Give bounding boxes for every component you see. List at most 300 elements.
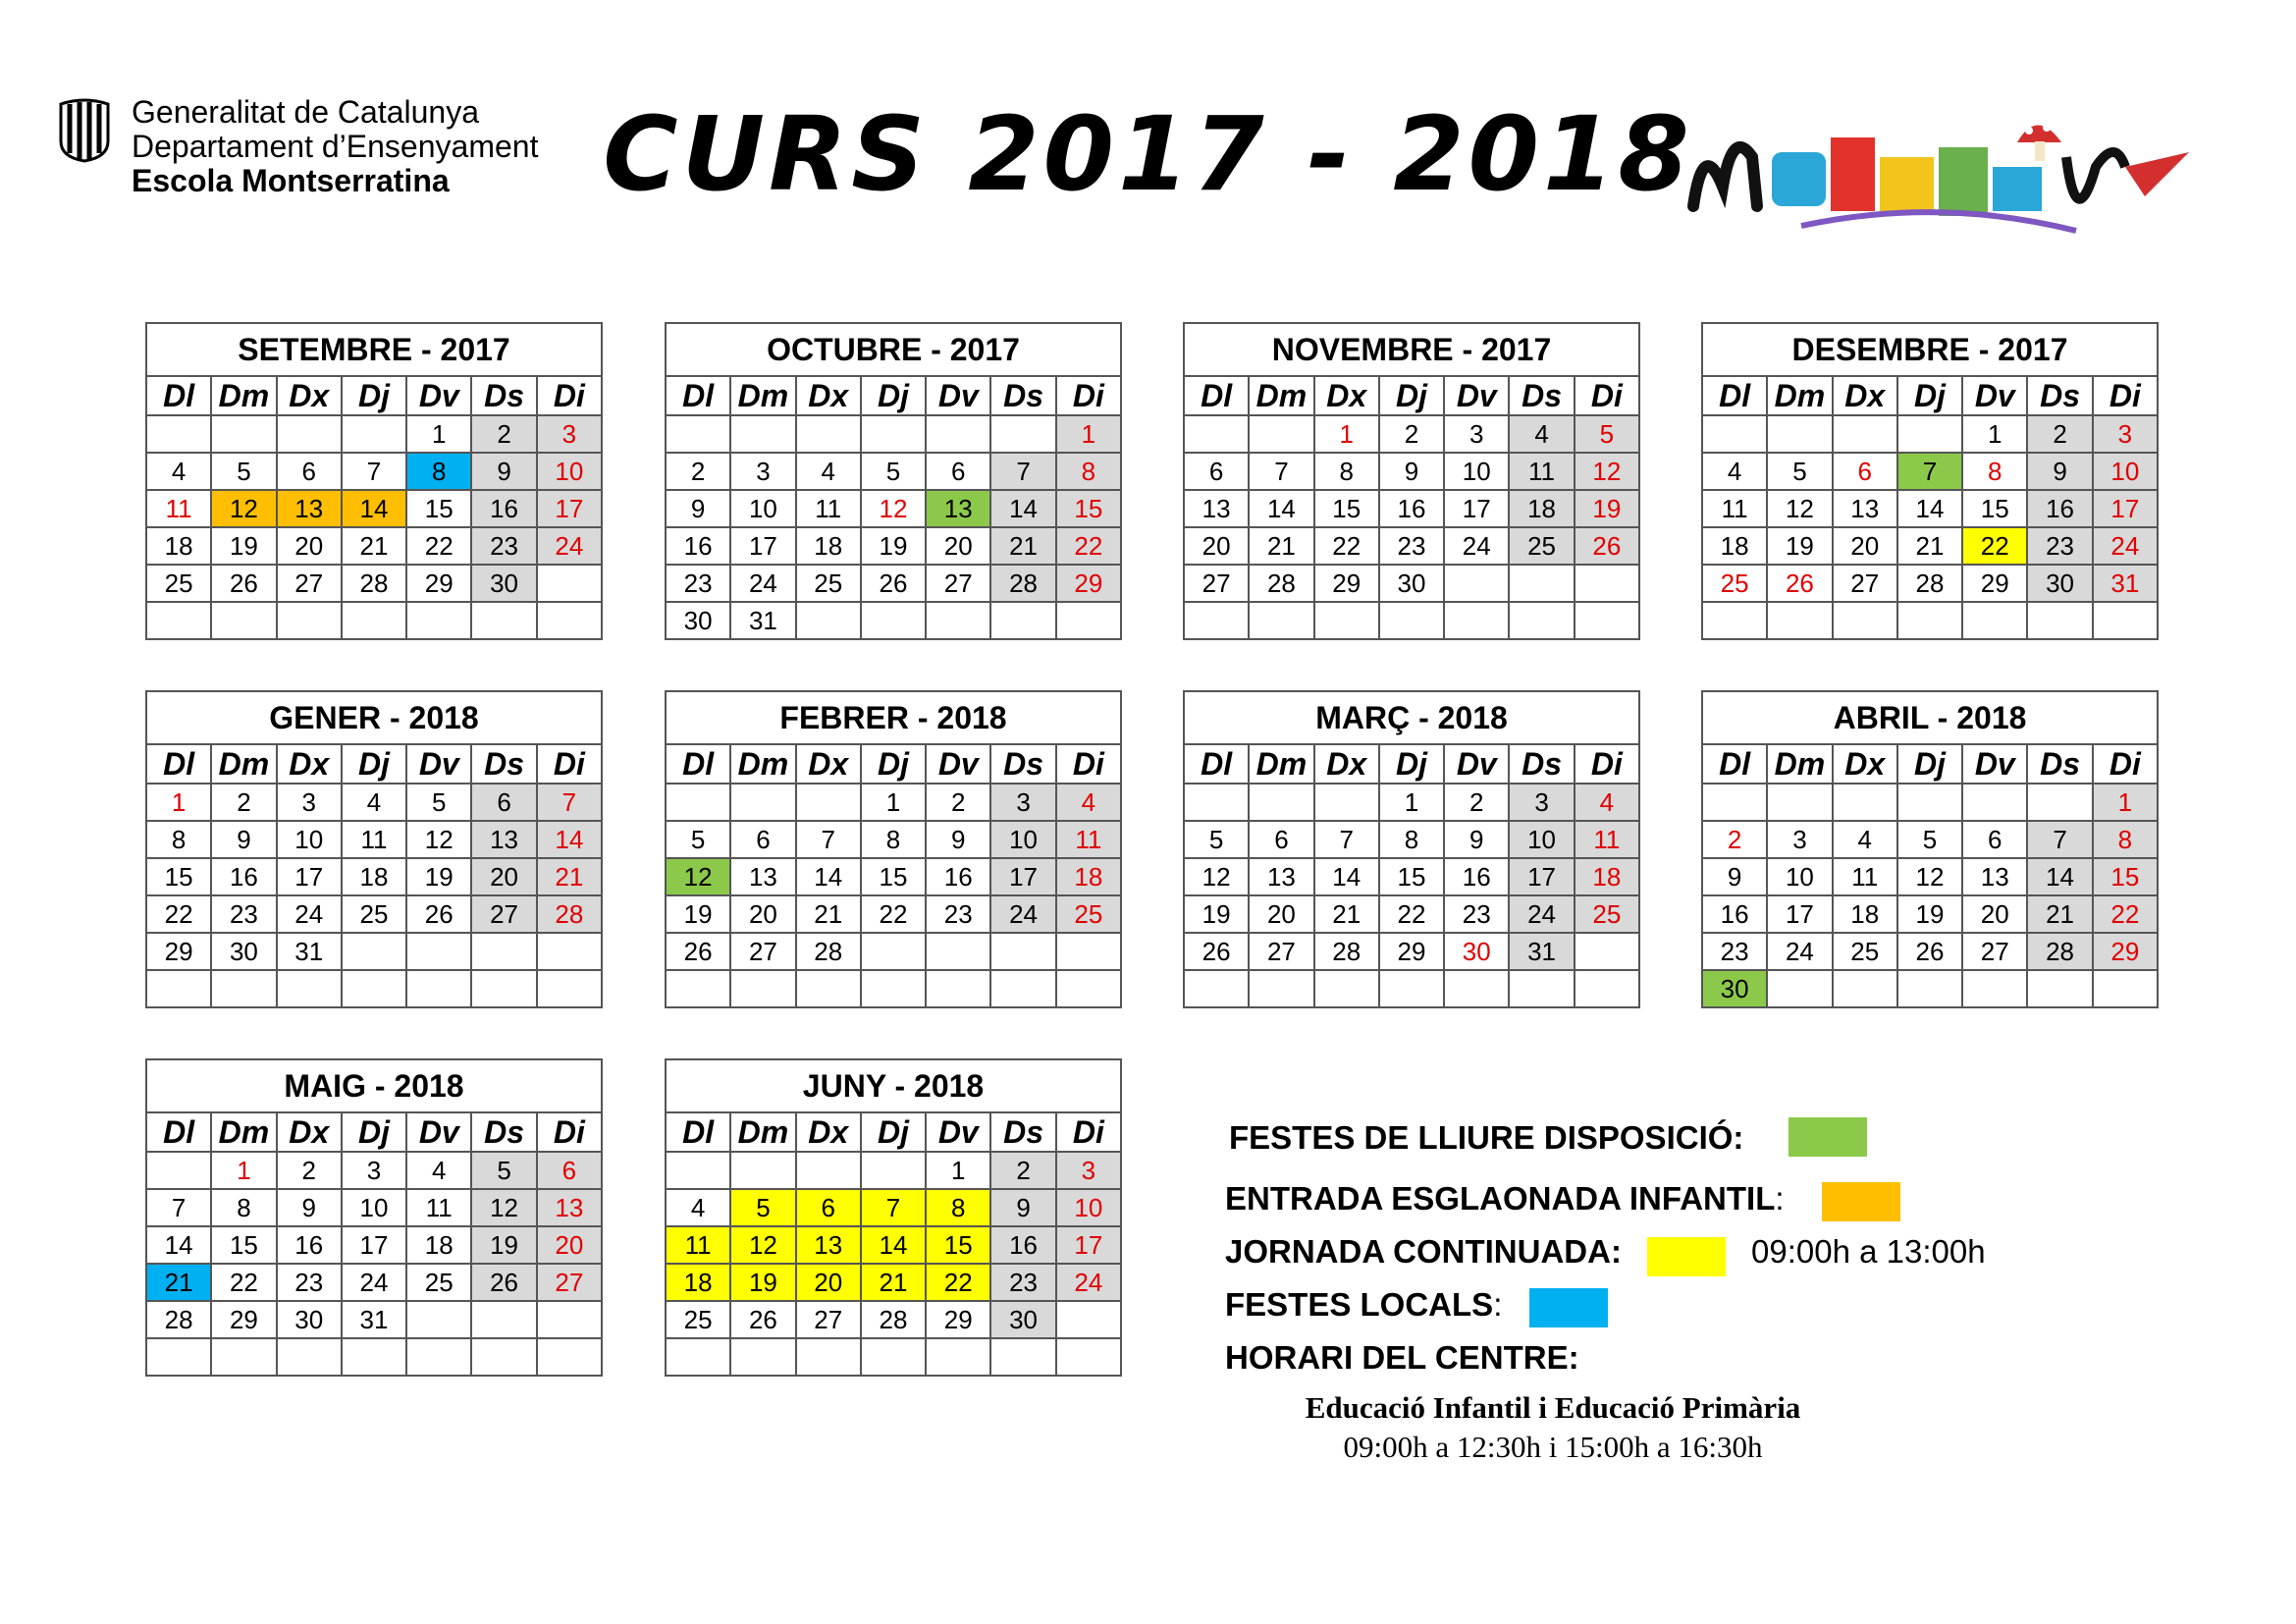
calendar-day: 27 xyxy=(926,565,990,602)
weekday-header: Dl xyxy=(146,744,211,784)
calendar-day: 15 xyxy=(1962,490,2027,527)
calendar-empty-cell xyxy=(796,1152,861,1189)
calendar-empty-cell xyxy=(1767,784,1832,821)
calendar-day: 12 xyxy=(471,1189,536,1226)
calendar-day: 1 xyxy=(926,1152,990,1189)
legend-lliure-label: FESTES DE LLIURE DISPOSICIÓ: xyxy=(1229,1119,1744,1156)
calendar-day: 16 xyxy=(666,527,730,565)
calendar-day: 17 xyxy=(537,490,602,527)
calendar-day: 12 xyxy=(406,821,471,858)
calendar-day: 25 xyxy=(796,565,861,602)
calendar-day: 28 xyxy=(146,1301,211,1338)
weekday-header: Dx xyxy=(277,744,342,784)
calendar-day: 3 xyxy=(1509,784,1574,821)
calendar-day: 9 xyxy=(666,490,730,527)
month-title: GENER - 2018 xyxy=(146,691,602,744)
calendar-empty-cell xyxy=(1702,602,1767,639)
legend-entrada-label xyxy=(1225,1180,1785,1218)
calendar-day: 20 xyxy=(926,527,990,565)
month-calendar xyxy=(665,690,1122,1008)
calendar-day: 3 xyxy=(1444,415,1509,453)
calendar-empty-cell xyxy=(926,602,990,639)
calendar-day: 2 xyxy=(926,784,990,821)
month-title: FEBRER - 2018 xyxy=(666,691,1121,744)
calendar-day: 31 xyxy=(277,933,342,970)
calendar-day: 3 xyxy=(342,1152,406,1189)
calendar-day: 5 xyxy=(730,1189,795,1226)
month-calendar xyxy=(665,322,1122,640)
calendar-day: 2 xyxy=(1702,821,1767,858)
calendar-day: 18 xyxy=(1702,527,1767,565)
calendar-day: 2 xyxy=(277,1152,342,1189)
calendar-empty-cell xyxy=(471,933,536,970)
month-calendar xyxy=(145,1058,603,1377)
calendar-empty-cell xyxy=(990,415,1055,453)
calendar-empty-cell xyxy=(277,602,342,639)
weekday-header: Dm xyxy=(1767,376,1832,415)
calendar-day: 30 xyxy=(1379,565,1444,602)
calendar-day: 1 xyxy=(406,415,471,453)
calendar-empty-cell xyxy=(1833,602,1897,639)
calendar-day: 22 xyxy=(1962,527,2027,565)
calendar-day: 12 xyxy=(211,490,276,527)
calendar-day: 18 xyxy=(666,1264,730,1301)
calendar-day: 4 xyxy=(796,453,861,490)
calendar-day: 4 xyxy=(1833,821,1897,858)
calendar-day: 20 xyxy=(730,895,795,933)
calendar-day: 17 xyxy=(1509,858,1574,895)
calendar-empty-cell xyxy=(1962,970,2027,1007)
calendar-day: 27 xyxy=(796,1301,861,1338)
calendar-day: 9 xyxy=(211,821,276,858)
calendar-day: 23 xyxy=(666,565,730,602)
calendar-day: 8 xyxy=(1056,453,1121,490)
weekday-header: Di xyxy=(1056,744,1121,784)
calendar-day: 22 xyxy=(211,1264,276,1301)
calendar-day: 17 xyxy=(1056,1226,1121,1264)
calendar-day: 7 xyxy=(146,1189,211,1226)
calendar-empty-cell xyxy=(1509,565,1574,602)
calendar-day: 26 xyxy=(1184,933,1249,970)
month-title: OCTUBRE - 2017 xyxy=(666,323,1121,376)
calendar-day: 6 xyxy=(537,1152,602,1189)
calendar-empty-cell xyxy=(1314,602,1379,639)
calendar-day: 20 xyxy=(1184,527,1249,565)
calendar-empty-cell xyxy=(1444,970,1509,1007)
calendar-empty-cell xyxy=(1509,602,1574,639)
calendar-day: 5 xyxy=(861,453,926,490)
calendar-day: 5 xyxy=(471,1152,536,1189)
legend-entrada-colon: : xyxy=(1775,1180,1785,1217)
weekday-header: Dj xyxy=(861,744,926,784)
calendar-empty-cell xyxy=(211,1338,276,1376)
weekday-header: Ds xyxy=(1509,376,1574,415)
calendar-day: 3 xyxy=(277,784,342,821)
weekday-header: Dv xyxy=(926,376,990,415)
calendar-day: 5 xyxy=(1184,821,1249,858)
calendar-day: 5 xyxy=(211,453,276,490)
calendar-empty-cell xyxy=(730,415,795,453)
calendar-empty-cell xyxy=(1249,415,1313,453)
calendar-day: 25 xyxy=(1509,527,1574,565)
calendar-empty-cell xyxy=(1767,970,1832,1007)
weekday-header: Dl xyxy=(666,744,730,784)
calendar-empty-cell xyxy=(1509,970,1574,1007)
calendar-empty-cell xyxy=(1575,970,1639,1007)
calendar-day: 28 xyxy=(990,565,1055,602)
calendar-empty-cell xyxy=(666,784,730,821)
calendar-day: 6 xyxy=(730,821,795,858)
calendar-empty-cell xyxy=(146,1152,211,1189)
calendar-day: 21 xyxy=(146,1264,211,1301)
calendar-day: 27 xyxy=(730,933,795,970)
weekday-header: Dl xyxy=(666,1112,730,1152)
weekday-header: Dj xyxy=(342,744,406,784)
legend xyxy=(1225,1119,2112,1473)
calendar-empty-cell xyxy=(2093,602,2158,639)
weekday-header: Dx xyxy=(277,376,342,415)
weekday-header: Dl xyxy=(146,1112,211,1152)
calendar-day: 7 xyxy=(1249,453,1313,490)
legend-orange-swatch xyxy=(1822,1182,1900,1221)
calendar-empty-cell xyxy=(471,1338,536,1376)
calendar-empty-cell xyxy=(1314,784,1379,821)
calendar-empty-cell xyxy=(861,415,926,453)
calendar-day: 22 xyxy=(926,1264,990,1301)
calendar-day: 14 xyxy=(1897,490,1962,527)
calendar-day: 24 xyxy=(1767,933,1832,970)
month-calendar xyxy=(145,690,603,1008)
calendar-day: 2 xyxy=(666,453,730,490)
calendar-day: 2 xyxy=(211,784,276,821)
weekday-header: Dm xyxy=(211,1112,276,1152)
weekday-header: Dm xyxy=(211,744,276,784)
calendar-day: 29 xyxy=(1962,565,2027,602)
calendar-day: 6 xyxy=(471,784,536,821)
calendar-empty-cell xyxy=(1379,970,1444,1007)
calendar-day: 7 xyxy=(1314,821,1379,858)
calendar-empty-cell xyxy=(1056,933,1121,970)
calendar-empty-cell xyxy=(1056,602,1121,639)
weekday-header: Dv xyxy=(926,1112,990,1152)
calendar-day: 19 xyxy=(1184,895,1249,933)
calendar-day: 3 xyxy=(537,415,602,453)
calendar-empty-cell xyxy=(277,1338,342,1376)
calendar-empty-cell xyxy=(537,1301,602,1338)
calendar-day: 7 xyxy=(537,784,602,821)
calendar-day: 29 xyxy=(1314,565,1379,602)
calendar-day: 21 xyxy=(861,1264,926,1301)
calendar-day: 22 xyxy=(146,895,211,933)
weekday-header: Di xyxy=(1056,376,1121,415)
page-title: CURS 2017 - 2018 xyxy=(603,94,1693,214)
calendar-empty-cell xyxy=(926,933,990,970)
calendar-empty-cell xyxy=(926,970,990,1007)
calendar-day: 10 xyxy=(990,821,1055,858)
weekday-header: Dj xyxy=(1379,376,1444,415)
calendar-day: 14 xyxy=(146,1226,211,1264)
calendar-empty-cell xyxy=(406,933,471,970)
calendar-day: 15 xyxy=(2093,858,2158,895)
calendar-day: 3 xyxy=(1767,821,1832,858)
calendar-day: 28 xyxy=(1314,933,1379,970)
weekday-header: Dl xyxy=(1184,376,1249,415)
calendar-day: 19 xyxy=(861,527,926,565)
calendar-empty-cell xyxy=(1249,970,1313,1007)
calendar-day: 20 xyxy=(1833,527,1897,565)
calendar-day: 9 xyxy=(1379,453,1444,490)
weekday-header: Dj xyxy=(1897,376,1962,415)
calendar-day: 3 xyxy=(2093,415,2158,453)
calendar-empty-cell xyxy=(146,1338,211,1376)
weekday-header: Dv xyxy=(1962,744,2027,784)
weekday-header: Dj xyxy=(1379,744,1444,784)
school-logo-icon xyxy=(1683,98,2194,245)
calendar-day: 13 xyxy=(730,858,795,895)
calendar-day: 1 xyxy=(146,784,211,821)
calendar-day: 6 xyxy=(1833,453,1897,490)
weekday-header: Dx xyxy=(1833,744,1897,784)
calendar-day: 11 xyxy=(342,821,406,858)
calendar-empty-cell xyxy=(990,970,1055,1007)
calendar-day: 5 xyxy=(666,821,730,858)
calendar-day: 28 xyxy=(342,565,406,602)
calendar-day: 14 xyxy=(1249,490,1313,527)
legend-green-swatch xyxy=(1789,1117,1867,1157)
calendar-empty-cell xyxy=(471,970,536,1007)
calendar-day: 1 xyxy=(211,1152,276,1189)
calendar-day: 21 xyxy=(990,527,1055,565)
calendar-empty-cell xyxy=(406,1301,471,1338)
calendar-day: 28 xyxy=(796,933,861,970)
calendar-day: 1 xyxy=(2093,784,2158,821)
calendar-day: 28 xyxy=(2027,933,2092,970)
calendar-day: 25 xyxy=(342,895,406,933)
weekday-header: Ds xyxy=(471,1112,536,1152)
legend-yellow-swatch xyxy=(1647,1237,1726,1276)
calendar-day: 17 xyxy=(277,858,342,895)
month-calendar xyxy=(1701,322,2159,640)
calendar-empty-cell xyxy=(2027,784,2092,821)
calendar-empty-cell xyxy=(342,602,406,639)
calendar-day: 22 xyxy=(406,527,471,565)
calendar-day: 21 xyxy=(796,895,861,933)
calendar-day: 10 xyxy=(1767,858,1832,895)
calendar-empty-cell xyxy=(666,1152,730,1189)
legend-locals-text: FESTES LOCALS xyxy=(1225,1286,1494,1323)
calendar-day: 8 xyxy=(406,453,471,490)
calendar-day: 19 xyxy=(211,527,276,565)
calendar-empty-cell xyxy=(796,1338,861,1376)
calendar-day: 13 xyxy=(926,490,990,527)
calendar-day: 1 xyxy=(1962,415,2027,453)
calendar-day: 19 xyxy=(1575,490,1639,527)
calendar-empty-cell xyxy=(537,1338,602,1376)
calendar-day: 30 xyxy=(471,565,536,602)
calendar-empty-cell xyxy=(730,970,795,1007)
calendar-day: 11 xyxy=(406,1189,471,1226)
calendar-empty-cell xyxy=(666,1338,730,1376)
calendar-day: 23 xyxy=(2027,527,2092,565)
legend-jornada-label: JORNADA CONTINUADA: xyxy=(1225,1233,1622,1270)
calendar-day: 1 xyxy=(1056,415,1121,453)
calendar-day: 19 xyxy=(1897,895,1962,933)
calendar-day: 14 xyxy=(342,490,406,527)
calendar-empty-cell xyxy=(796,970,861,1007)
legend-jornada-hours: 09:00h a 13:00h xyxy=(1751,1233,1986,1270)
calendar-day: 21 xyxy=(1897,527,1962,565)
weekday-header: Di xyxy=(537,1112,602,1152)
weekday-header: Ds xyxy=(2027,744,2092,784)
horari-line-2: 09:00h a 12:30h i 15:00h a 16:30h xyxy=(1343,1430,1763,1464)
calendar-day: 6 xyxy=(1249,821,1313,858)
weekday-header: Dx xyxy=(1833,376,1897,415)
calendar-day: 7 xyxy=(796,821,861,858)
calendar-day: 10 xyxy=(537,453,602,490)
calendar-day: 12 xyxy=(1767,490,1832,527)
calendar-day: 13 xyxy=(1249,858,1313,895)
calendar-empty-cell xyxy=(730,784,795,821)
calendar-empty-cell xyxy=(537,602,602,639)
calendar-day: 27 xyxy=(1249,933,1313,970)
calendar-day: 8 xyxy=(926,1189,990,1226)
calendar-day: 1 xyxy=(861,784,926,821)
calendar-day: 20 xyxy=(471,858,536,895)
calendar-day: 15 xyxy=(1379,858,1444,895)
calendar-day: 16 xyxy=(926,858,990,895)
calendar-day: 30 xyxy=(1444,933,1509,970)
horari-title: HORARI DEL CENTRE: xyxy=(1225,1339,1579,1376)
calendar-day: 23 xyxy=(277,1264,342,1301)
calendar-day: 16 xyxy=(471,490,536,527)
calendar-empty-cell xyxy=(211,602,276,639)
calendar-empty-cell xyxy=(1833,970,1897,1007)
legend-entrada-text: ENTRADA ESGLAONADA INFANTIL xyxy=(1225,1180,1776,1217)
calendar-day: 15 xyxy=(146,858,211,895)
weekday-header: Dv xyxy=(406,744,471,784)
calendar-day: 11 xyxy=(1833,858,1897,895)
calendar-day: 14 xyxy=(537,821,602,858)
calendar-empty-cell xyxy=(861,602,926,639)
calendar-day: 5 xyxy=(406,784,471,821)
month-title: DESEMBRE - 2017 xyxy=(1702,323,2158,376)
calendar-empty-cell xyxy=(1833,415,1897,453)
calendar-day: 20 xyxy=(1249,895,1313,933)
calendar-day: 26 xyxy=(861,565,926,602)
calendar-empty-cell xyxy=(1767,602,1832,639)
calendar-empty-cell xyxy=(1897,415,1962,453)
calendar-day: 4 xyxy=(666,1189,730,1226)
calendar-day: 11 xyxy=(796,490,861,527)
calendar-day: 5 xyxy=(1897,821,1962,858)
month-title: NOVEMBRE - 2017 xyxy=(1184,323,1639,376)
calendar-day: 24 xyxy=(990,895,1055,933)
calendar-day: 30 xyxy=(277,1301,342,1338)
calendar-day: 17 xyxy=(1444,490,1509,527)
calendar-day: 27 xyxy=(277,565,342,602)
calendar-day: 20 xyxy=(796,1264,861,1301)
weekday-header: Dm xyxy=(211,376,276,415)
calendar-day: 28 xyxy=(537,895,602,933)
weekday-header: Dv xyxy=(1444,744,1509,784)
weekday-header: Dv xyxy=(1962,376,2027,415)
calendar-empty-cell xyxy=(1897,784,1962,821)
calendar-day: 30 xyxy=(666,602,730,639)
calendar-day: 9 xyxy=(926,821,990,858)
weekday-header: Ds xyxy=(990,1112,1055,1152)
calendar-day: 29 xyxy=(211,1301,276,1338)
calendar-day: 8 xyxy=(1379,821,1444,858)
weekday-header: Di xyxy=(1575,376,1639,415)
calendar-day: 24 xyxy=(730,565,795,602)
calendar-day: 6 xyxy=(1962,821,2027,858)
calendar-day: 25 xyxy=(1702,565,1767,602)
calendar-empty-cell xyxy=(926,1338,990,1376)
calendar-day: 5 xyxy=(1575,415,1639,453)
weekday-header: Dx xyxy=(796,376,861,415)
weekday-header: Di xyxy=(1575,744,1639,784)
weekday-header: Dm xyxy=(1249,744,1313,784)
weekday-header: Di xyxy=(1056,1112,1121,1152)
calendar-day: 23 xyxy=(211,895,276,933)
calendar-empty-cell xyxy=(342,970,406,1007)
calendar-empty-cell xyxy=(796,602,861,639)
calendar-day: 21 xyxy=(342,527,406,565)
calendar-day: 3 xyxy=(1056,1152,1121,1189)
weekday-header: Dj xyxy=(861,376,926,415)
calendar-day: 6 xyxy=(796,1189,861,1226)
weekday-header: Dv xyxy=(406,1112,471,1152)
calendar-day: 8 xyxy=(1314,453,1379,490)
calendar-day: 26 xyxy=(730,1301,795,1338)
calendar-day: 24 xyxy=(1056,1264,1121,1301)
calendar-day: 27 xyxy=(1184,565,1249,602)
calendar-day: 14 xyxy=(2027,858,2092,895)
horari-line-1: Educació Infantil i Educació Primària xyxy=(1305,1390,1801,1425)
calendar-day: 17 xyxy=(1767,895,1832,933)
calendar-day: 20 xyxy=(1962,895,2027,933)
calendar-empty-cell xyxy=(861,1152,926,1189)
calendar-day: 15 xyxy=(1314,490,1379,527)
calendar-empty-cell xyxy=(1249,602,1313,639)
calendar-day: 9 xyxy=(471,453,536,490)
calendar-day: 10 xyxy=(1509,821,1574,858)
calendar-day: 1 xyxy=(1314,415,1379,453)
school-name-line: Escola Montserratina xyxy=(132,163,450,198)
calendar-day: 30 xyxy=(2027,565,2092,602)
calendar-day: 5 xyxy=(1767,453,1832,490)
calendar-empty-cell xyxy=(1702,784,1767,821)
calendar-empty-cell xyxy=(861,970,926,1007)
calendar-empty-cell xyxy=(342,933,406,970)
calendar-empty-cell xyxy=(406,1338,471,1376)
calendar-empty-cell xyxy=(277,415,342,453)
calendar-empty-cell xyxy=(1575,933,1639,970)
weekday-header: Ds xyxy=(1509,744,1574,784)
calendar-day: 15 xyxy=(211,1226,276,1264)
calendar-day: 15 xyxy=(1056,490,1121,527)
calendar-day: 4 xyxy=(1056,784,1121,821)
calendar-day: 19 xyxy=(730,1264,795,1301)
calendar-empty-cell xyxy=(990,602,1055,639)
calendar-day: 12 xyxy=(1184,858,1249,895)
month-title: MAIG - 2018 xyxy=(146,1059,602,1112)
calendar-empty-cell xyxy=(406,602,471,639)
calendar-day: 24 xyxy=(342,1264,406,1301)
weekday-header: Dm xyxy=(730,376,795,415)
calendar-day: 22 xyxy=(2093,895,2158,933)
calendar-empty-cell xyxy=(1379,602,1444,639)
